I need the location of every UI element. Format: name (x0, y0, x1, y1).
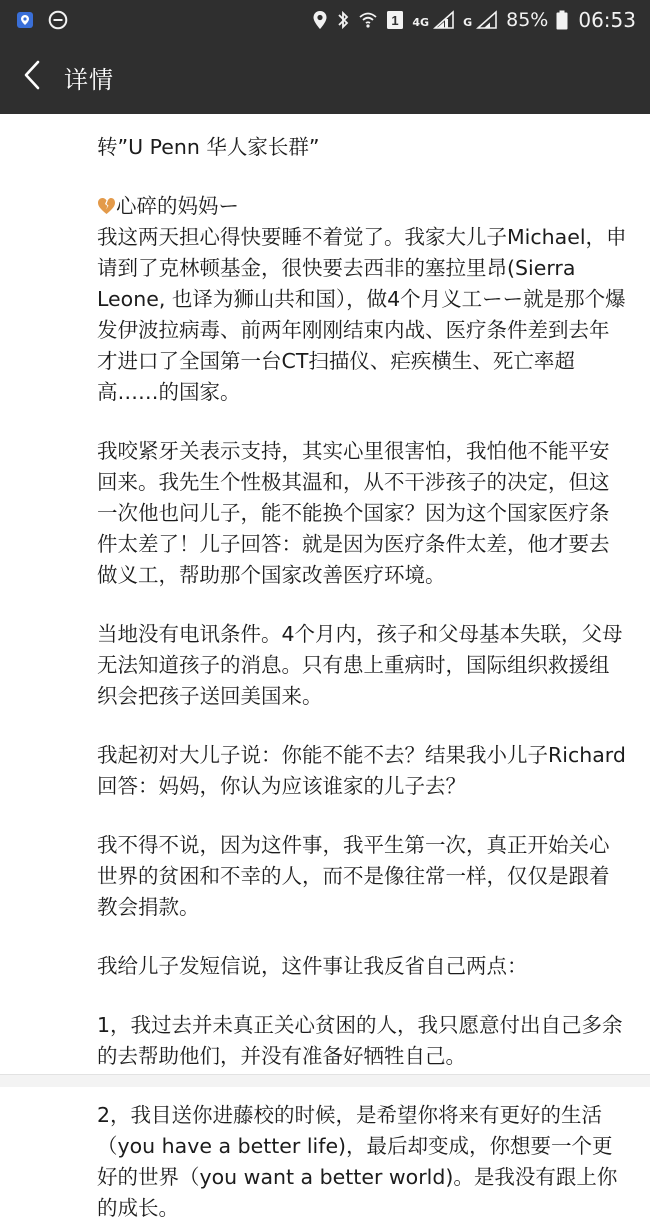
bottom-strip (0, 1074, 650, 1087)
article-body (97, 132, 627, 1224)
article-header: 转”U Penn 华人家长群” (97, 135, 320, 159)
signal-icon (433, 10, 455, 30)
article-subtitle (97, 191, 627, 222)
back-button[interactable] (0, 40, 64, 114)
signal-icon-2 (476, 10, 498, 30)
bluetooth-icon (336, 10, 350, 30)
sim-1-icon (386, 10, 404, 30)
location-shield-icon (16, 11, 34, 29)
back-arrow-icon (23, 60, 41, 94)
battery-icon (556, 10, 568, 30)
paragraph: 我不得不说，因为这件事，我平生第一次，真正开始关心世界的贫困和不幸的人，而不是像往常一样，仅仅是跟着教会捐款。 (97, 833, 610, 919)
paragraph: 1，我过去并未真正关心贫困的人，我只愿意付出自己多余的去帮助他们，并没有准备好牺牲自己。 (97, 1013, 623, 1068)
paragraph: 我起初对大儿子说：你能不能不去？结果我小儿子Richard回答：妈妈，你认为应该谁家的儿子去？ (97, 743, 626, 798)
battery-percent: 85% (506, 9, 549, 31)
location-pin-icon (312, 10, 328, 30)
status-bar-right (312, 8, 636, 32)
network-type-2: G (463, 16, 473, 29)
minus-circle-icon (48, 10, 68, 30)
status-bar (0, 0, 650, 40)
wifi-icon (358, 11, 378, 29)
paragraph: 我咬紧牙关表示支持，其实心里很害怕，我怕他不能平安回来。我先生个性极其温和，从不干涉孩子的决定，但这一次他也问儿子，能不能换个国家？因为这个国家医疗条件太差了！儿子回答：就是因为医疗条件太差，他才要去做义工，帮助那个国家改善医疗环境。 (97, 439, 610, 587)
clock: 06:53 (578, 8, 636, 32)
paragraph: 我这两天担心得快要睡不着觉了。我家大儿子Michael，申请到了克林顿基金，很快要去西非的塞拉里昂(Sierra Leone, 也译为狮山共和国），做4个月义工ーー就是那个爆发伊波拉病毒、前两年刚刚结束内战、医疗条件差到去年才进口了全国第一台CT扫描仪、疟疾横生、死亡率超高……的国家。 (97, 225, 627, 404)
paragraph: 我给儿子发短信说，这件事让我反省自己两点： (97, 954, 528, 978)
subtitle-text: 心碎的妈妈ー (116, 194, 239, 218)
status-bar-left (16, 10, 68, 30)
app-bar (0, 40, 650, 114)
paragraph: 当地没有电讯条件。4个月内，孩子和父母基本失联，父母无法知道孩子的消息。只有患上重病时，国际组织救援组织会把孩子送回美国来。 (97, 622, 623, 708)
broken-heart-icon (97, 194, 116, 218)
network-type-1: 4G (412, 16, 430, 29)
paragraph: 2，我目送你进藤校的时候，是希望你将来有更好的生活（you have a better life)，最后却变成，你想要一个更好的世界（you want a better world)。是我没有跟上你的成长。 (97, 1103, 618, 1220)
page-title: 详情 (64, 65, 114, 94)
sim-label: 1 (391, 13, 400, 28)
